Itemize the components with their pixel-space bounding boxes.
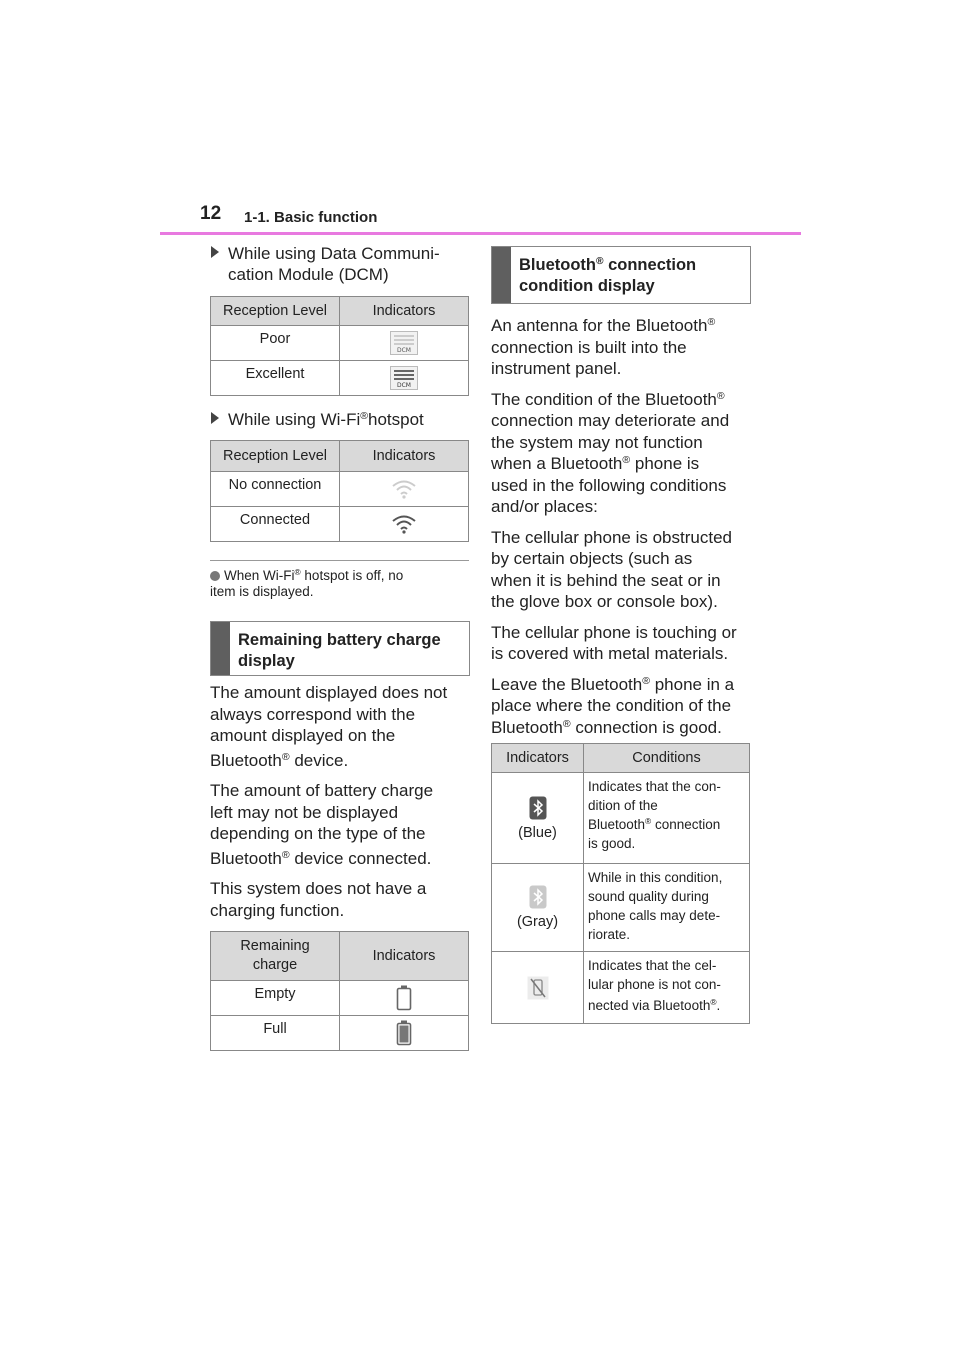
bluetooth-gray-icon [492,885,583,909]
section-title: 1-1. Basic function [244,209,378,226]
indicator-cell [340,981,469,1016]
condition-cell: Indicates that the cel- lular phone is not con- nected via Bluetooth®. [584,952,750,1024]
paragraph: The condition of the Bluetooth® connection may deteriorate and the system may not function when a Bluetooth® phone is used in the following conditions and/or places: [491,389,730,516]
paragraph: An antenna for the Bluetooth® connection is built into the instrument panel. [491,316,716,378]
table-row [211,507,469,542]
reception-level-cell: Excellent [211,361,340,396]
bluetooth-body [491,315,753,747]
header-rule [160,232,801,235]
table-row [492,952,750,1024]
paragraph: The amount displayed does not always correspond with the amount displayed on the Bluetooth® device. [210,683,448,770]
table-row [211,326,469,361]
condition-cell: Indicates that the con- dition of the Bluetooth® connection is good. [584,773,750,864]
reception-level-cell: Connected [211,507,340,542]
note-divider [210,560,469,561]
bluetooth-blue-icon [492,796,583,820]
condition-cell: While in this condition, sound quality during phone calls may dete- riorate. [584,864,750,952]
wifi-bullet: While using Wi-Fi®hotspot [228,409,468,430]
battery-body [210,682,472,930]
remaining-charge-cell: Empty [211,981,340,1016]
indicator-cell: (Gray) [492,864,584,952]
wifi-note: When Wi-Fi® hotspot is off, no item is displayed. [210,567,404,599]
table-row [211,981,469,1016]
col-indicators: Indicators [340,441,469,472]
paragraph: The amount of battery charge left may not be displayed depending on the type of the Bluetooth® device connected. [210,781,434,868]
indicator-cell: (Blue) [492,773,584,864]
remaining-charge-cell: Full [211,1016,340,1051]
dcm-signal-poor-icon [340,331,468,355]
indicator-cell [340,507,469,542]
wifi-connected-icon [340,513,468,535]
battery-section-heading: Remaining battery charge display [210,621,470,676]
col-remaining-charge: Remaining charge [211,932,340,981]
svg-text:DCM: DCM [397,382,411,389]
col-indicators: Indicators [340,297,469,326]
dcm-table [210,296,469,396]
table-row [211,472,469,507]
reception-level-cell: No connection [211,472,340,507]
col-reception-level: Reception Level [211,297,340,326]
indicator-cell [340,361,469,396]
table-row [492,773,750,864]
battery-table [210,931,469,1051]
svg-text:DCM: DCM [397,347,411,354]
triangle-bullet-icon [211,412,219,424]
table-row [492,864,750,952]
dcm-bullet: While using Data Communi- cation Module (DCM) [228,243,468,285]
page-number: 12 [200,203,222,224]
col-conditions: Conditions [584,744,750,773]
col-indicators: Indicators [492,744,584,773]
bullet-dot-icon [210,571,220,581]
indicator-cell [492,952,584,1024]
paragraph: The cellular phone is obstructed by certain objects (such as when it is behind the seat or in the glove box or console box). [491,527,732,611]
bluetooth-section-heading: Bluetooth® connection condition display [491,246,751,304]
paragraph: Leave the Bluetooth® phone in a place where the condition of the Bluetooth® connection is good. [491,674,735,737]
reception-level-cell: Poor [211,326,340,361]
paragraph: This system does not have a charging function. [210,879,427,920]
table-row [211,361,469,396]
dcm-signal-excellent-icon [340,366,468,390]
col-reception-level: Reception Level [211,441,340,472]
paragraph: The cellular phone is touching or is covered with metal materials. [491,622,737,663]
indicator-cell [340,472,469,507]
phone-not-connected-icon [492,976,583,1000]
wifi-table [210,440,469,542]
battery-empty-icon [340,985,468,1011]
battery-full-icon [340,1020,468,1046]
indicator-cell [340,326,469,361]
table-row [211,1016,469,1051]
indicator-cell [340,1016,469,1051]
wifi-no-connection-icon [340,478,468,500]
triangle-bullet-icon [211,246,219,258]
col-indicators: Indicators [340,932,469,981]
bluetooth-table [491,743,750,1024]
